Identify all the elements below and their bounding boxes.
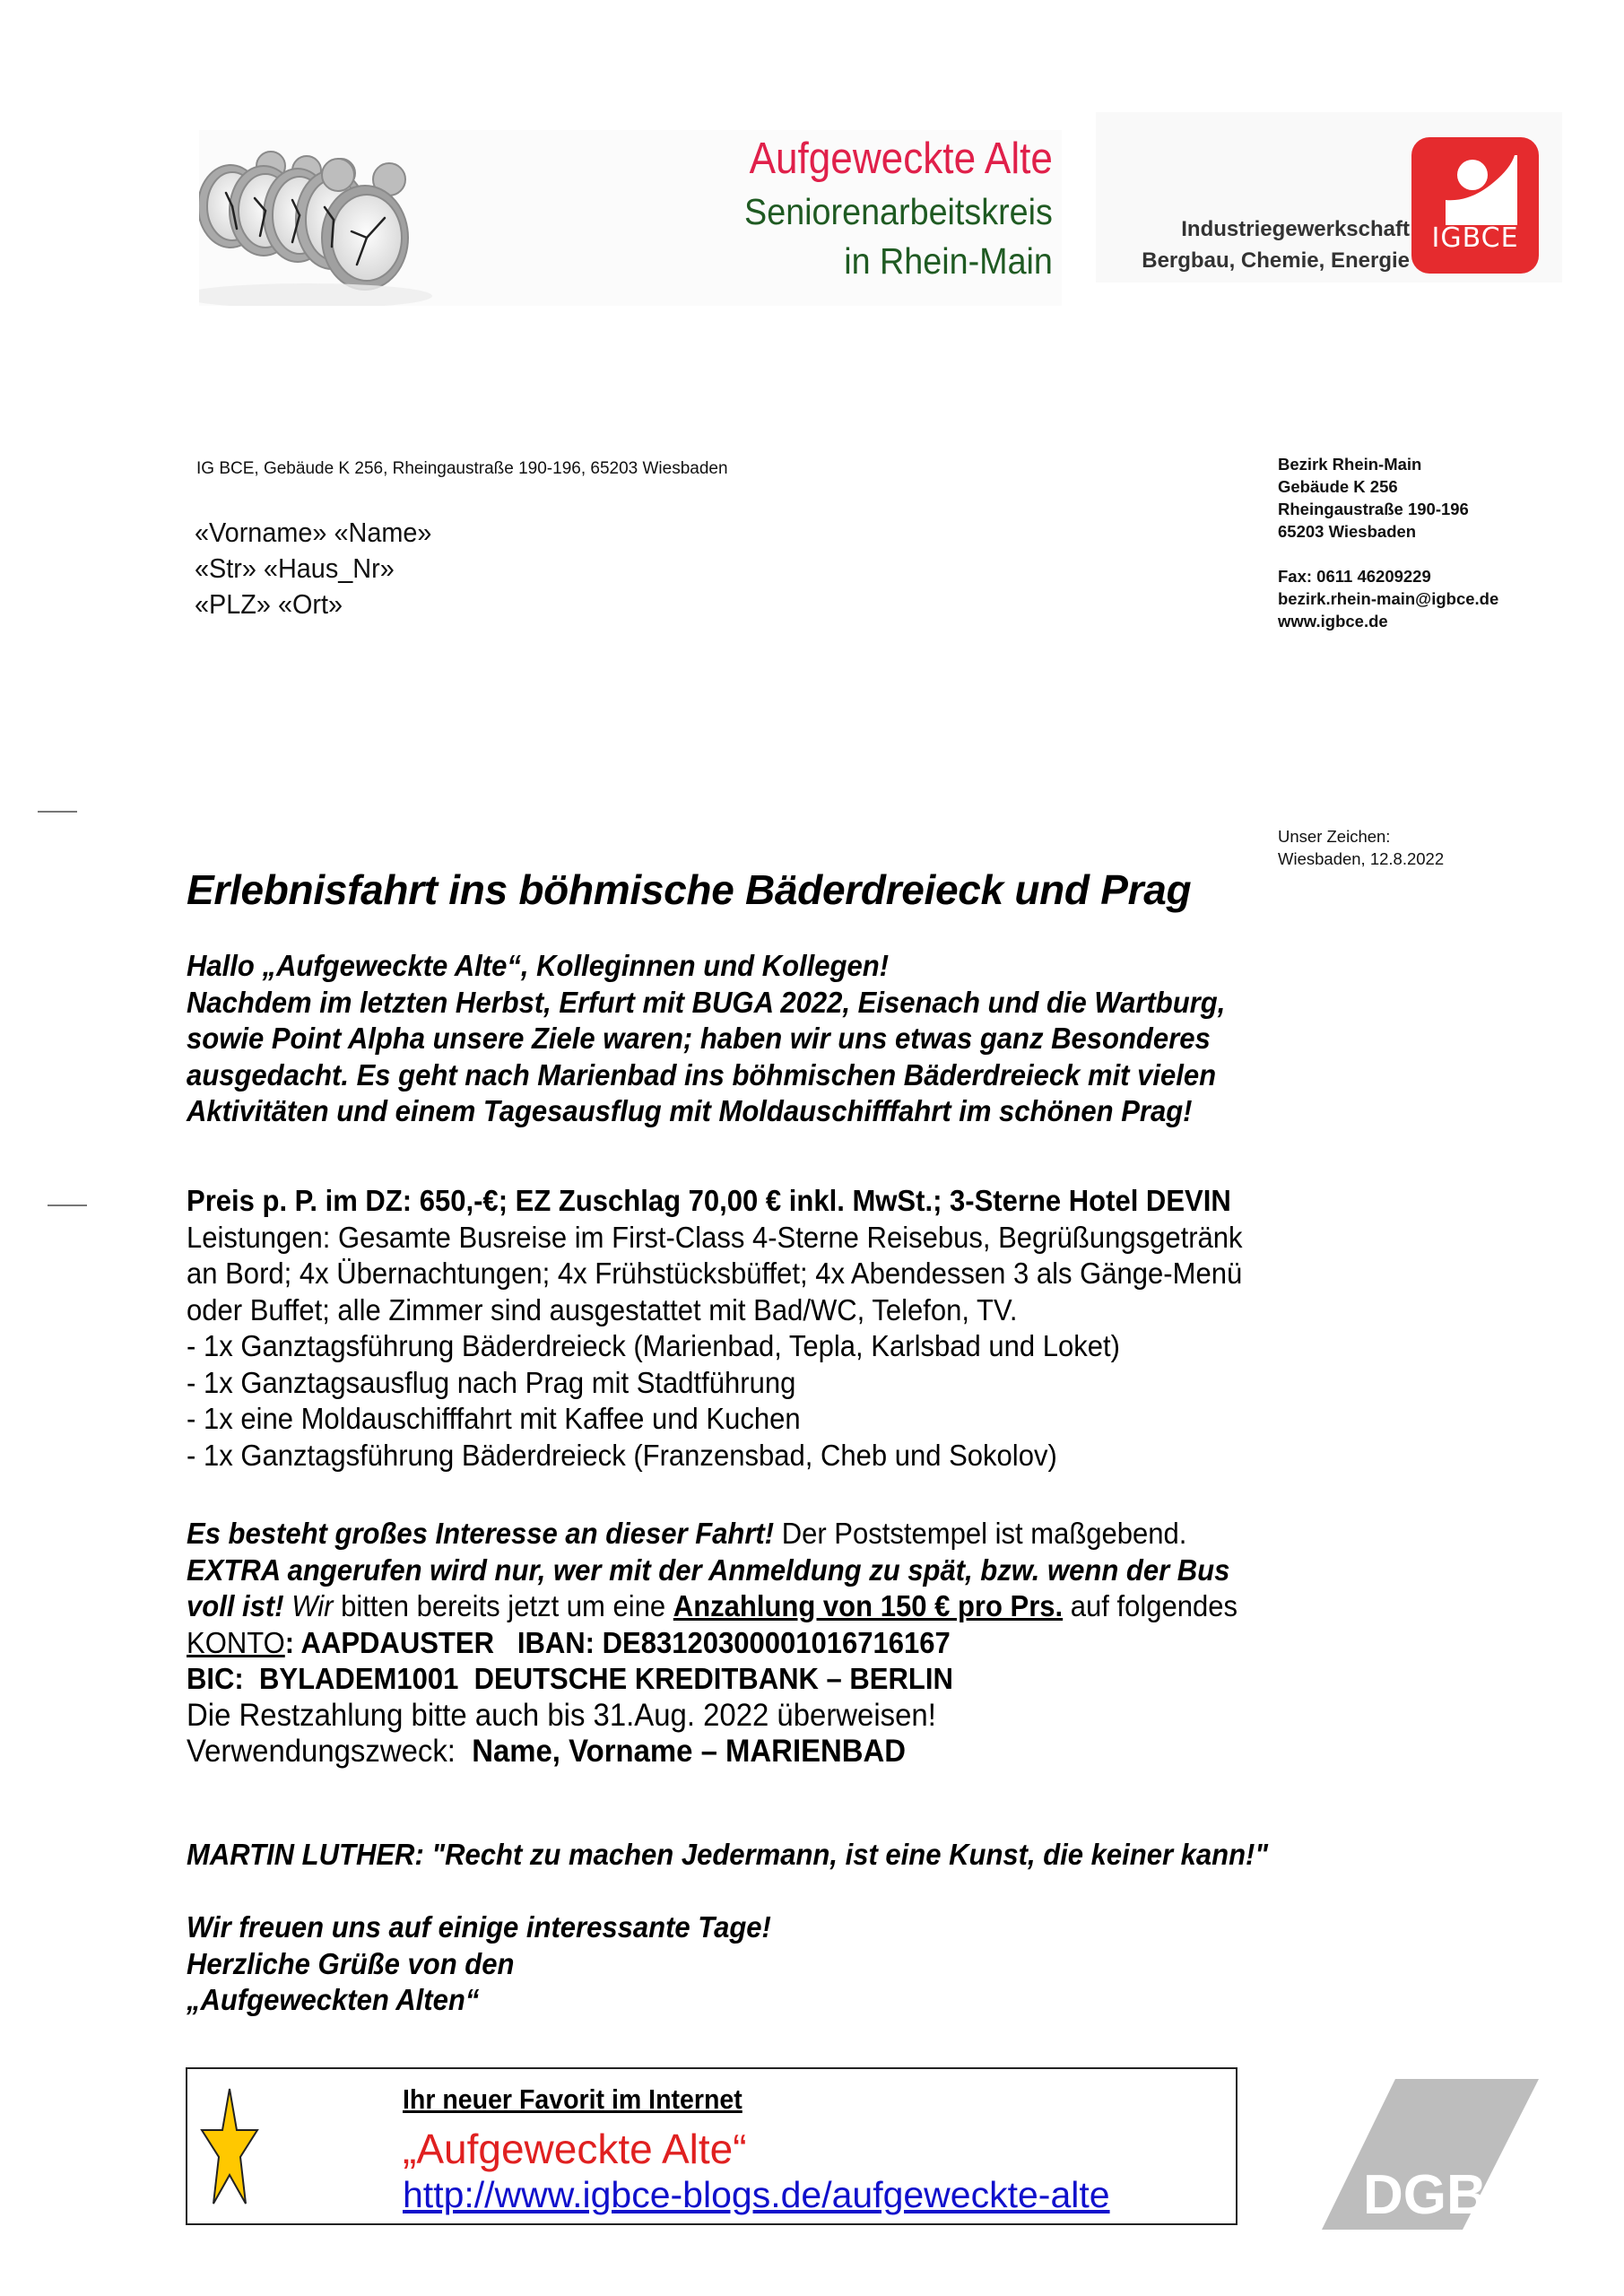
reference-block bbox=[1278, 825, 1444, 870]
dgb-logo-text: DGB bbox=[1363, 2164, 1487, 2226]
closing-line-1: Wir freuen uns auf einige interessante Tage! bbox=[187, 1910, 771, 1944]
services-line: Leistungen: Gesamte Busreise im First-Class 4-Sterne Reisebus, Begrüßungsgetränk bbox=[187, 1220, 1243, 1254]
price-line: Preis p. P. im DZ: 650,-€; EZ Zuschlag 70,00 € inkl. MwSt.; 3-Sterne Hotel DEVIN bbox=[187, 1184, 1231, 1217]
closing-line-3: „Aufgeweckten Alten“ bbox=[187, 1983, 480, 2016]
extra-line: EXTRA angerufen wird nur, wer mit der Anmeldung zu spät, bzw. wenn der Bus bbox=[187, 1552, 1230, 1587]
fold-mark-middle bbox=[48, 1205, 87, 1206]
interest-text: Es besteht großes Interesse an dieser Fahrt! bbox=[187, 1517, 775, 1550]
offer-item: - 1x Ganztagsausflug nach Prag mit Stadtführung bbox=[187, 1365, 796, 1399]
header-banner bbox=[199, 130, 1062, 306]
payment-section bbox=[187, 1516, 1460, 1770]
greeting: Hallo „Aufgeweckte Alte“, Kolleginnen und Kollegen! bbox=[187, 949, 890, 982]
district-website[interactable]: www.igbce.de bbox=[1278, 612, 1388, 631]
account-label: KONTO bbox=[187, 1625, 285, 1659]
banner-title: Aufgeweckte Alte bbox=[749, 135, 1053, 183]
intro-line: Nachdem im letzten Herbst, Erfurt mit BUGA 2022, Eisenach und die Wartburg, bbox=[187, 985, 1226, 1019]
intro-line: ausgedacht. Es geht nach Marienbad ins böhmischen Bäderdreieck mit vielen bbox=[187, 1057, 1217, 1091]
union-name-line-2: Bergbau, Chemie, Energie bbox=[1142, 248, 1410, 273]
offer-item: - 1x Ganztagsführung Bäderdreieck (Marienbad, Tepla, Karlsbad und Loket) bbox=[187, 1329, 1120, 1362]
rest-payment-line: Die Restzahlung bitte auch bis 31.Aug. 2022 überweisen! bbox=[187, 1697, 936, 1733]
services-line: an Bord; 4x Übernachtungen; 4x Frühstücksbüffet; 4x Abendessen 3 als Gänge-Menü bbox=[187, 1257, 1243, 1290]
ask-text: bitten bereits jetzt um eine bbox=[333, 1589, 673, 1622]
place-date: Wiesbaden, 12.8.2022 bbox=[1278, 849, 1445, 868]
postmark-text: Der Poststempel ist maßgebend. bbox=[774, 1517, 1187, 1550]
favorite-name: „Aufgeweckte Alte“ bbox=[403, 2126, 747, 2172]
recipient-line-2: «Str» «Haus_Nr» bbox=[195, 552, 395, 584]
fold-mark-top bbox=[38, 811, 77, 813]
union-name-line-1: Industriegewerkschaft bbox=[1181, 217, 1410, 241]
sender-line: IG BCE, Gebäude K 256, Rheingaustraße 190-196, 65203 Wiesbaden bbox=[196, 459, 728, 478]
star-icon bbox=[198, 2085, 261, 2211]
banner-subtitle-2: in Rhein-Main bbox=[844, 240, 1053, 282]
offer-item: - 1x eine Moldauschifffahrt mit Kaffee und Kuchen bbox=[187, 1402, 801, 1435]
purpose-line bbox=[187, 1734, 1384, 1770]
purpose-value: Name, Vorname – MARIENBAD bbox=[472, 1734, 907, 1769]
account-iban: : AAPDAUSTER IBAN: DE83120300001016716167 bbox=[284, 1625, 951, 1659]
deposit-amount: Anzahlung von 150 € pro Prs. bbox=[673, 1589, 1064, 1622]
district-email[interactable]: bezirk.rhein-main@igbce.de bbox=[1278, 589, 1499, 608]
following-text: auf folgendes bbox=[1063, 1589, 1238, 1622]
intro-line: Aktivitäten und einem Tagesausflug mit Moldauschifffahrt im schönen Prag! bbox=[187, 1094, 1193, 1127]
recipient-line-3: «PLZ» «Ort» bbox=[195, 588, 343, 620]
offer-section bbox=[187, 1183, 1460, 1474]
blog-link[interactable]: http://www.igbce-blogs.de/aufgeweckte-alte bbox=[403, 2174, 1110, 2215]
wir-text: Wir bbox=[283, 1589, 334, 1622]
igbce-logo-text: IGBCE bbox=[1431, 222, 1519, 254]
district-street: Rheingaustraße 190-196 bbox=[1278, 500, 1469, 518]
deposit-line bbox=[187, 1588, 1384, 1625]
favorite-website-box bbox=[186, 2067, 1238, 2225]
extra-line-end: voll ist! bbox=[187, 1589, 284, 1622]
district-city: 65203 Wiesbaden bbox=[1278, 522, 1417, 541]
intro-paragraph bbox=[187, 948, 1460, 1130]
quote-section bbox=[187, 1837, 1460, 1874]
offer-item: - 1x Ganztagsführung Bäderdreieck (Franzensbad, Cheb und Sokolov) bbox=[187, 1438, 1057, 1472]
district-fax: Fax: 0611 46209229 bbox=[1278, 567, 1431, 586]
dgb-logo bbox=[1316, 2070, 1541, 2231]
union-name bbox=[1142, 214, 1410, 277]
reference-label: Unser Zeichen: bbox=[1278, 827, 1391, 846]
banner-subtitle-1: Seniorenarbeitskreis bbox=[744, 191, 1053, 232]
igbce-logo bbox=[1411, 137, 1539, 274]
intro-line: sowie Point Alpha unsere Ziele waren; haben wir uns etwas ganz Besonderes bbox=[187, 1022, 1211, 1055]
closing-line-2: Herzliche Grüße von den bbox=[187, 1946, 515, 1980]
bic-line: BIC: BYLADEM1001 DEUTSCHE KREDITBANK – BERLIN bbox=[187, 1662, 953, 1695]
letter-title: Erlebnisfahrt ins böhmische Bäderdreieck und Prag bbox=[187, 866, 1192, 913]
purpose-label: Verwendungszweck: bbox=[187, 1734, 473, 1769]
interest-line bbox=[187, 1516, 1384, 1552]
igbce-banner bbox=[1096, 112, 1562, 283]
luther-quote: MARTIN LUTHER: "Recht zu machen Jedermann, ist eine Kunst, die keiner kann!" bbox=[187, 1838, 1269, 1871]
recipient-address bbox=[195, 515, 431, 622]
district-name: Bezirk Rhein-Main bbox=[1278, 455, 1422, 474]
favorite-heading: Ihr neuer Favorit im Internet bbox=[403, 2083, 743, 2115]
recipient-line-1: «Vorname» «Name» bbox=[195, 517, 432, 548]
banner-title-block bbox=[716, 137, 1053, 280]
account-line bbox=[187, 1625, 1384, 1662]
closing-section bbox=[187, 1909, 1460, 2019]
district-contact-block bbox=[1278, 453, 1498, 632]
alarm-clocks-image bbox=[199, 130, 576, 306]
services-line: oder Buffet; alle Zimmer sind ausgestattet mit Bad/WC, Telefon, TV. bbox=[187, 1292, 1018, 1326]
district-building: Gebäude K 256 bbox=[1278, 477, 1398, 496]
